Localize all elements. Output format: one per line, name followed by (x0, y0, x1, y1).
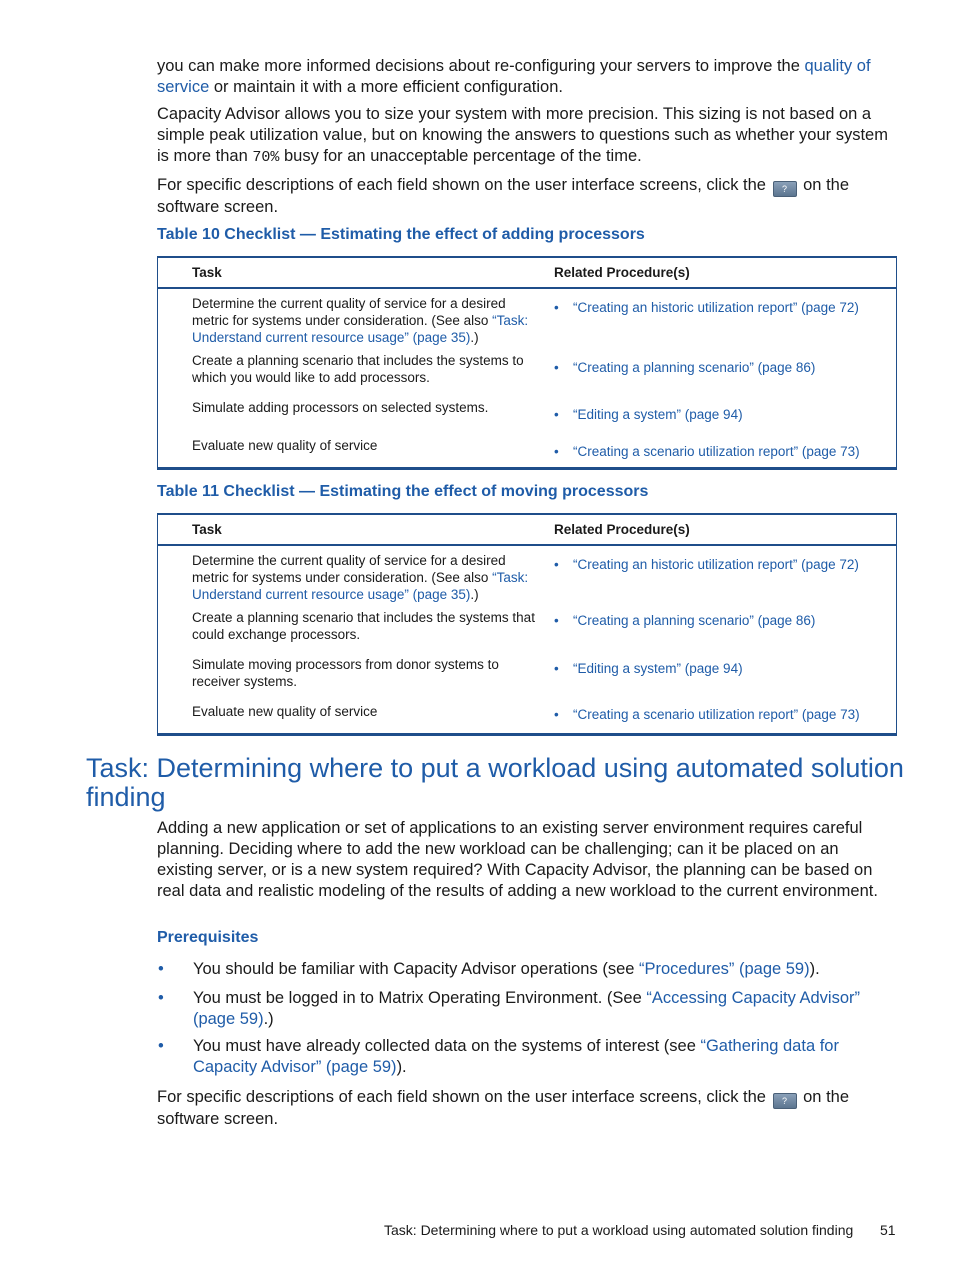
intro-text: you can make more informed decisions about re-configuring your servers to improve the (157, 57, 805, 75)
bullet-icon: • (554, 613, 559, 628)
task-text: .) (470, 330, 479, 345)
task-text: Create a planning scenario that includes the systems to which you would like to add processors. (192, 353, 524, 385)
closing-text: For specific descriptions of each field shown on the user interface screens, click the (157, 1088, 771, 1106)
task-text: .) (470, 587, 479, 602)
closing-text: on the software screen. (157, 1088, 850, 1128)
task-text: Determine the current quality of service for a desired metric for systems under consideration. (See also (192, 296, 506, 328)
list-item (157, 1036, 897, 1078)
bullet-icon: • (554, 661, 559, 676)
procedure-link[interactable]: “Creating a scenario utilization report” (page 73) (573, 444, 860, 459)
procedures-link[interactable]: “Procedures” (page 59) (639, 960, 810, 978)
intro-text: Capacity Advisor allows you to size your system with more precision. This sizing is not based on a simple peak utilization value, but on knowing the answers to questions such as whether your system is more than (157, 105, 888, 165)
procedure-link[interactable]: “Creating a planning scenario” (page 86) (573, 613, 816, 628)
procedure-link[interactable]: “Editing a system” (page 94) (573, 661, 743, 676)
bullet-icon: • (554, 360, 559, 375)
table-row (158, 656, 897, 703)
table-row (158, 399, 897, 437)
task-text: Simulate adding processors on selected systems. (192, 400, 489, 415)
understand-usage-link[interactable]: “Task: Understand current resource usage” (page 35) (192, 313, 529, 345)
bullet-icon: • (158, 960, 164, 978)
table10-caption: Table 10 Checklist — Estimating the effect of adding processors (157, 226, 645, 243)
task-text: Create a planning scenario that includes the systems that could exchange processors. (192, 610, 535, 642)
help-icon: ? (773, 181, 797, 197)
task-text: Simulate moving processors from donor systems to receiver systems. (192, 657, 499, 689)
help-icon: ? (773, 1093, 797, 1109)
bullet-icon: • (554, 557, 559, 572)
table11 (157, 513, 897, 736)
list-item (157, 959, 897, 980)
table11-header-task: Task (158, 514, 555, 545)
table-row (158, 352, 897, 399)
prereq-text: You should be familiar with Capacity Advisor operations (see (192, 960, 640, 978)
table11-header-procedure: Related Procedure(s) (554, 514, 897, 545)
procedure-link[interactable]: “Editing a system” (page 94) (573, 407, 743, 422)
intro-paragraph-2 (157, 104, 897, 168)
closing-paragraph (157, 1087, 897, 1130)
procedure-link[interactable]: “Creating an historic utilization report” (page 72) (573, 557, 859, 572)
intro-text: busy for an unacceptable percentage of the time. (279, 147, 642, 165)
footer-title: Task: Determining where to put a workload using automated solution finding (384, 1222, 854, 1238)
prereq-text: You must be logged in to Matrix Operating Environment. (See (192, 989, 647, 1007)
bullet-icon: • (554, 407, 559, 422)
section-paragraph (157, 818, 897, 902)
bullet-icon: • (158, 1037, 164, 1055)
table10-header-task: Task (158, 257, 555, 288)
prereq-text: You must have already collected data on the systems of interest (see (192, 1037, 701, 1055)
bullet-icon: • (554, 444, 559, 459)
table10 (157, 256, 897, 470)
bullet-icon: • (554, 707, 559, 722)
task-text: Determine the current quality of service for a desired metric for systems under consideration. (See also (192, 553, 506, 585)
prerequisites-heading: Prerequisites (157, 929, 259, 946)
table11-caption: Table 11 Checklist — Estimating the effect of moving processors (157, 483, 649, 500)
prereq-text: ). (809, 960, 820, 978)
intro-text: For specific descriptions of each field shown on the user interface screens, click the (157, 176, 771, 194)
bullet-icon: • (554, 300, 559, 315)
table-row (158, 288, 897, 352)
bullet-icon: • (158, 989, 164, 1007)
section-heading: Task: Determining where to put a workload using automated solution finding (86, 753, 904, 812)
intro-paragraph-1 (157, 56, 897, 98)
intro-text: or maintain it with a more efficient configuration. (209, 78, 563, 96)
percent-value: 70% (252, 149, 280, 166)
gathering-data-link[interactable]: “Gathering data for Capacity Advisor” (page 59) (192, 1037, 839, 1076)
task-text: Evaluate new quality of service (192, 438, 378, 453)
prereq-text: .) (263, 1010, 274, 1028)
quality-of-service-link[interactable]: quality of service (157, 57, 871, 96)
understand-usage-link[interactable]: “Task: Understand current resource usage” (page 35) (192, 570, 529, 602)
section-paragraph-text: Adding a new application or set of applications to an existing server environment requires careful planning. Deciding where to add the new workload can be challenging; can it be placed on an existing server, or is a new system required? With Capacity Advisor, the planning can be based on real data and realistic modeling of the results of adding a new workload to the current environment. (157, 819, 878, 900)
list-item (157, 988, 897, 1030)
prereq-text: ). (396, 1058, 407, 1076)
table-row (158, 609, 897, 656)
task-text: Evaluate new quality of service (192, 704, 378, 719)
procedure-link[interactable]: “Creating a scenario utilization report” (page 73) (573, 707, 860, 722)
procedure-link[interactable]: “Creating an historic utilization report” (page 72) (573, 300, 859, 315)
table-row (158, 703, 897, 735)
table-row (158, 545, 897, 609)
page-number: 51 (880, 1222, 896, 1238)
accessing-capacity-advisor-link[interactable]: “Accessing Capacity Advisor” (page 59) (192, 989, 861, 1028)
table-row (158, 437, 897, 469)
procedure-link[interactable]: “Creating a planning scenario” (page 86) (573, 360, 816, 375)
intro-paragraph-3 (157, 175, 897, 218)
intro-text: on the software screen. (157, 176, 850, 216)
table10-header-procedure: Related Procedure(s) (554, 257, 897, 288)
